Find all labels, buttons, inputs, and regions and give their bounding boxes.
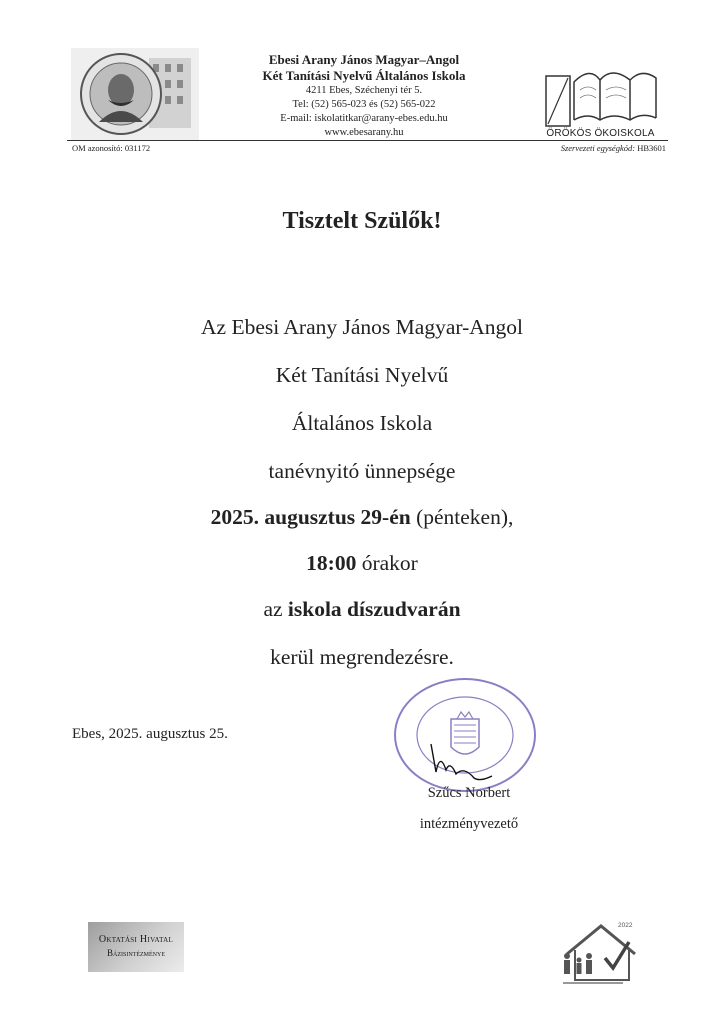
greeting-heading: Tisztelt Szülők! [282, 208, 442, 234]
place-date: Ebes, 2025. augusztus 25. [72, 726, 228, 742]
body-line-6 [0, 549, 724, 577]
event-place: iskola díszudvarán [287, 597, 461, 621]
unit-code-label: Szervezeti egységkód: [560, 143, 636, 153]
family-friendly-house-icon [553, 918, 643, 998]
body-line-2: Két Tanítási Nyelvű [275, 363, 449, 387]
unit-code [561, 143, 666, 153]
event-time-suffix: órakor [356, 551, 418, 575]
school-website[interactable]: www.ebesarany.hu [324, 127, 404, 138]
om-id: OM azonosító: 031172 [72, 143, 151, 153]
school-logo [71, 48, 199, 140]
body-line-8: kerül megrendezésre. [270, 645, 454, 669]
school-email[interactable]: E-mail: iskolatitkar@arany-ebes.edu.hu [280, 113, 448, 124]
event-day: (pénteken), [410, 505, 514, 529]
school-header [200, 52, 528, 140]
oh-badge-line2: Bázisintézménye [107, 948, 165, 958]
body-line-4: tanévnyitó ünnepsége [268, 459, 456, 483]
unit-code-value: HB3601 [637, 143, 666, 153]
oktatasi-hivatal-badge [88, 922, 184, 972]
signer-name: Szűcs Norbert [427, 785, 511, 801]
header-divider [67, 140, 668, 141]
school-name-line1: Ebesi Arany János Magyar–Angol [268, 52, 460, 67]
eco-school-label: ÖRÖKÖS ÖKOISKOLA [546, 128, 655, 139]
body-line-7 [0, 595, 724, 623]
body-line-1: Az Ebesi Arany János Magyar-Angol [201, 315, 523, 339]
school-phone: Tel: (52) 565-023 és (52) 565-022 [292, 99, 436, 110]
body-line-5 [0, 503, 724, 531]
event-date: 2025. augusztus 29-én [210, 505, 411, 529]
signature-scribble [428, 730, 498, 785]
school-name-line2: Két Tanítási Nyelvű Általános Iskola [262, 68, 466, 83]
event-time: 18:00 [306, 551, 357, 575]
event-place-prefix: az [263, 597, 288, 621]
eco-school-book-icon [538, 60, 663, 128]
oh-badge-line1: Oktatási Hivatal [98, 934, 174, 945]
certificate-year: 2022 [618, 922, 633, 929]
signer-role: intézményvezető [419, 816, 519, 832]
body-line-3: Általános Iskola [291, 411, 433, 435]
school-address: 4211 Ebes, Széchenyi tér 5. [305, 85, 423, 96]
